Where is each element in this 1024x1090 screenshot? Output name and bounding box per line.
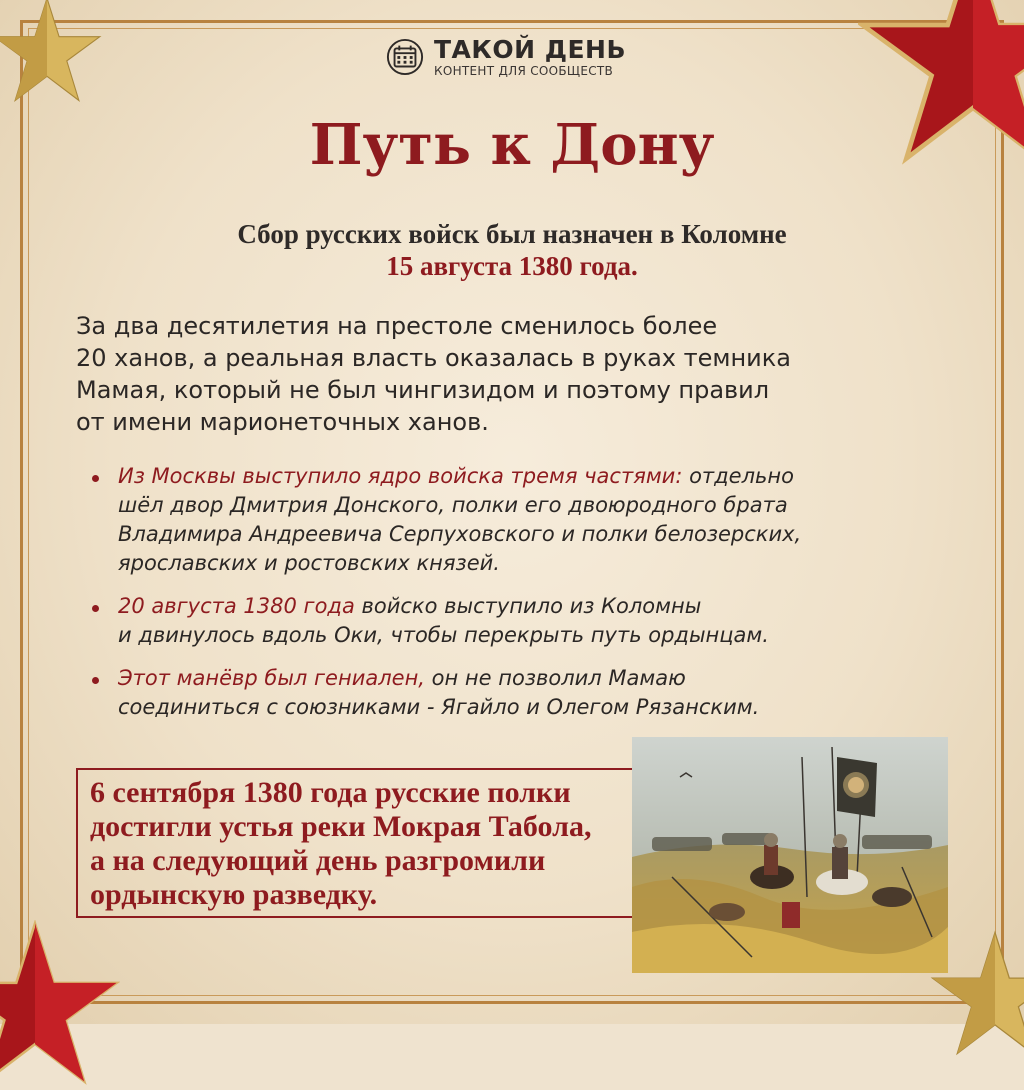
bullet-text: Владимира Андреевича Серпуховского и полки белозерских, [118,522,802,546]
paragraph-line: Мамая, который не был чингизидом и поэтому правил [76,376,770,404]
bullet-highlight: Этот манёвр был гениален, [118,666,425,690]
red-star-icon [0,920,120,1090]
bullet-dot-icon [92,475,99,482]
highlight-box-text [90,776,630,912]
intro-paragraph [76,310,956,438]
bullet-text: соединиться с союзниками - Ягайло и Олегом Рязанским. [118,695,760,719]
paragraph-line: от имени марионеточных ханов. [76,408,489,436]
bullet-dot-icon [92,677,99,684]
subtitle-line: Сбор русских войск был назначен в Коломне [237,219,787,249]
bullet-text: войско выступило из Коломны [354,594,702,618]
bullet-list [92,462,952,736]
subtitle [0,218,1024,282]
list-item [92,462,952,578]
list-item [92,664,952,722]
calendar-icon [386,38,424,76]
brand-logo [386,36,626,78]
bullet-highlight: 20 августа 1380 года [118,594,355,618]
subtitle-date: 15 августа 1380 года. [386,251,638,281]
bullet-text: шёл двор Дмитрия Донского, полки его двоюродного брата [118,493,788,517]
box-line: ордынскую разведку. [90,878,378,911]
paragraph-line: 20 ханов, а реальная власть оказалась в руках темника [76,344,791,372]
bullet-dot-icon [92,605,99,612]
bullet-text: отдельно [682,464,794,488]
bullet-highlight: Из Москвы выступило ядро войска тремя частями: [118,464,683,488]
brand-tagline: КОНТЕНТ ДЛЯ СООБЩЕСТВ [434,64,614,78]
list-item [92,592,952,650]
bullet-text: ярославских и ростовских князей. [118,551,500,575]
battle-painting [632,737,948,973]
box-line: а на следующий день разгромили [90,844,546,877]
paragraph-line: За два десятилетия на престоле сменилось более [76,312,718,340]
bullet-text: он не позволил Мамаю [424,666,686,690]
gold-star-icon [0,0,102,106]
brand-name: ТАКОЙ ДЕНЬ [434,35,627,64]
box-line: 6 сентября 1380 года русские полки [90,776,571,809]
bullet-text: и двинулось вдоль Оки, чтобы перекрыть путь ордынцам. [118,623,769,647]
box-line: достигли устья реки Мокрая Табола, [90,810,592,843]
page-title: Путь к Дону [309,112,715,178]
